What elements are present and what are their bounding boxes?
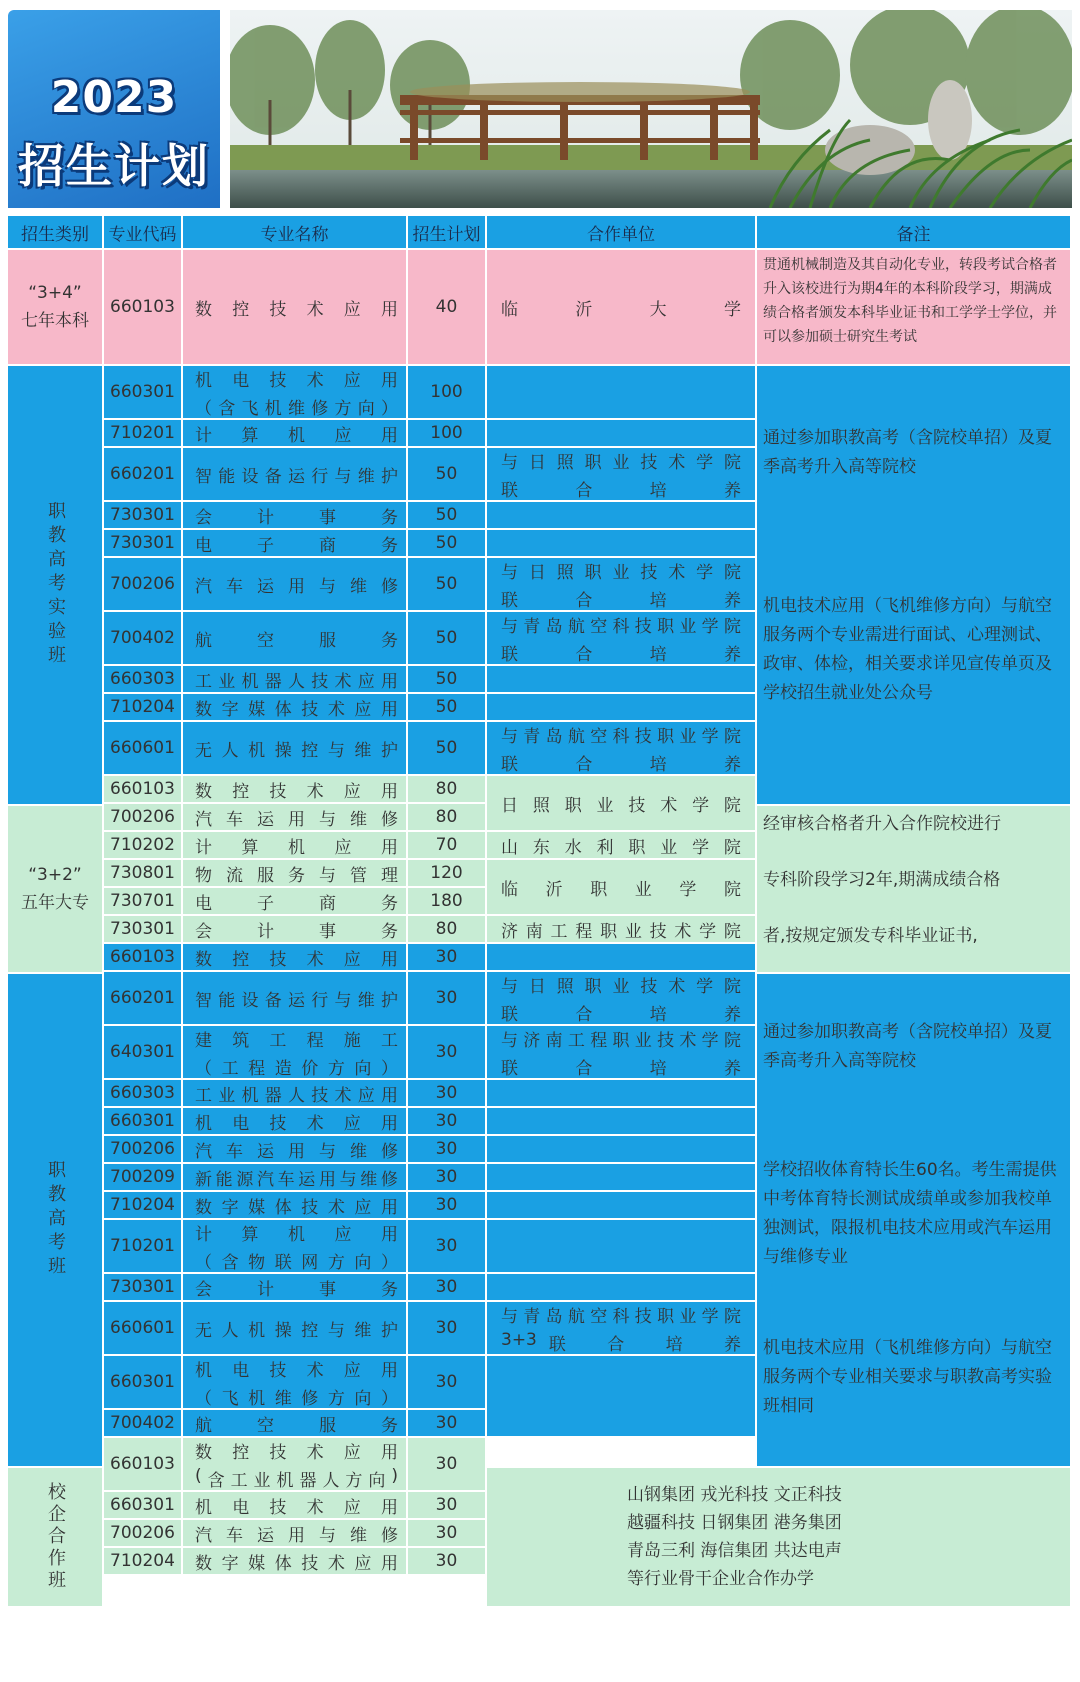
- row-code: 730301: [104, 502, 183, 530]
- row-name-text: 数 控 技 术 应 用: [195, 1442, 398, 1463]
- row-plan: 30: [408, 1548, 487, 1576]
- row-plan: 30: [408, 1192, 487, 1220]
- row-plan: 30: [408, 944, 487, 972]
- partner-cell: [487, 420, 757, 448]
- note-exam-experimental-a: 通过参加职教高考（含院校单招）及夏季高考升入高等院校: [763, 428, 1052, 477]
- row-code: 710201: [104, 1220, 183, 1274]
- header-name: 专业名称: [183, 216, 408, 250]
- row-name-wrap: [195, 1026, 398, 1079]
- row-plan: 30: [408, 1274, 487, 1302]
- row-plan: 30: [408, 1136, 487, 1164]
- partner-cell: [487, 776, 757, 832]
- row-name: [183, 1356, 408, 1410]
- badge-year: 2023: [50, 72, 178, 123]
- partner-wrap: [501, 833, 741, 858]
- partner-cell: [487, 1026, 757, 1080]
- category-3plus4: [8, 250, 104, 366]
- row-code: 660103: [104, 250, 183, 366]
- partner-text: 联 合 培 养: [501, 1058, 741, 1079]
- row-name-text: 无 人 机 操 控 与 维 护: [195, 740, 398, 761]
- partner-wrap: [501, 612, 741, 665]
- row-plan: 30: [408, 1356, 487, 1410]
- row-name-text: 工 业 机 器 人 技 术 应 用: [195, 671, 398, 692]
- row-name-wrap: [195, 1220, 398, 1273]
- row-name-text: 机 电 技 术 应 用: [195, 1497, 398, 1518]
- partner-cell: [487, 1356, 757, 1438]
- row-code: 660103: [104, 1438, 183, 1492]
- row-name-text: 机 电 技 术 应 用: [195, 370, 398, 391]
- category-exam-experimental: [8, 366, 104, 806]
- partner-cell: [487, 972, 757, 1026]
- company-line: 越疆科技 日钢集团 港务集团: [627, 1513, 842, 1533]
- partner-cell: [487, 448, 757, 502]
- note-3plus2-line2: 专科阶段学习2年,期满成绩合格: [763, 870, 1001, 890]
- row-name: [183, 420, 408, 448]
- partner-text: 与 青 岛 航 空 科 技 职 业 学 院: [501, 616, 741, 637]
- note-exam-experimental-b: 机电技术应用（飞机维修方向）与航空服务两个专业需进行面试、心理测试、政审、体检，相关要求详见宣传单页及学校招生就业处公众号: [763, 596, 1052, 703]
- row-code: 660201: [104, 972, 183, 1026]
- partner-cell: [487, 694, 757, 722]
- row-name: [183, 1026, 408, 1080]
- row-name-text: 数 控 技 术 应 用: [195, 949, 398, 970]
- partner-wrap: [501, 558, 741, 611]
- category-exam-experimental-text: 职教高考实验班: [45, 501, 66, 669]
- row-name: [183, 558, 408, 612]
- row-code: 700209: [104, 1164, 183, 1192]
- row-name-text: 汽 车 运 用 与 维 修: [195, 576, 398, 597]
- category-3plus2-line1: “3+2”: [28, 865, 82, 885]
- row-name: [183, 530, 408, 558]
- row-name-text: 电 子 商 务: [195, 893, 398, 914]
- row-plan: 70: [408, 832, 487, 860]
- partner-cell: [487, 558, 757, 612]
- category-3plus2-line2: 五年大专: [21, 893, 89, 913]
- row-plan: 120: [408, 860, 487, 888]
- row-plan: 80: [408, 916, 487, 944]
- partner-text: 联 合 培 养: [548, 1334, 741, 1355]
- row-code: 710204: [104, 1192, 183, 1220]
- header-category: 招生类别: [8, 216, 104, 250]
- partner-cell: [487, 1164, 757, 1192]
- row-name: [183, 1438, 408, 1492]
- row-name-text: 会 计 事 务: [195, 1279, 398, 1300]
- partner-text: 山 东 水 利 职 业 学 院: [501, 837, 741, 858]
- partner-text: 日 照 职 业 技 术 学 院: [501, 795, 741, 816]
- row-name: [183, 666, 408, 694]
- category-exam: [8, 974, 104, 1468]
- partner-text: 联 合 培 养: [501, 480, 741, 501]
- category-exam-text: 职教高考班: [45, 1160, 66, 1280]
- row-code: 730301: [104, 916, 183, 944]
- row-name: [183, 1108, 408, 1136]
- header-notes: 备注: [757, 216, 1072, 250]
- row-code: 700206: [104, 558, 183, 612]
- row-code: 660103: [104, 944, 183, 972]
- company-line: 等行业骨干企业合作办学: [627, 1569, 814, 1589]
- row-plan: 80: [408, 776, 487, 804]
- category-school-enterprise: [8, 1468, 104, 1608]
- row-name: [183, 502, 408, 530]
- row-name-text: 汽 车 运 用 与 维 修: [195, 809, 398, 830]
- row-code: 730301: [104, 530, 183, 558]
- partner-wrap: [501, 1302, 741, 1355]
- partner-cell: [487, 666, 757, 694]
- partner-cell: [487, 1108, 757, 1136]
- row-name-text: 机 电 技 术 应 用: [195, 1360, 398, 1381]
- row-name-text: 汽 车 运 用 与 维 修: [195, 1141, 398, 1162]
- row-code: 710204: [104, 694, 183, 722]
- row-name-text: 汽 车 运 用 与 维 修: [195, 1525, 398, 1546]
- row-code: 700206: [104, 804, 183, 832]
- header-badge: [8, 10, 220, 208]
- row-code: 660301: [104, 1356, 183, 1410]
- category-3plus4-line1: “3+4”: [28, 283, 82, 303]
- row-plan: 50: [408, 694, 487, 722]
- note-3plus2-line1: 经审核合格者升入合作院校进行: [763, 814, 1001, 834]
- row-name-text: 新 能 源 汽 车 运 用 与 维 修: [195, 1169, 398, 1190]
- row-name: [183, 1136, 408, 1164]
- row-plan: 50: [408, 722, 487, 776]
- row-code: 660201: [104, 448, 183, 502]
- row-code: 710201: [104, 420, 183, 448]
- row-code: 660301: [104, 1492, 183, 1520]
- partner-cell: [487, 944, 757, 972]
- row-name-wrap: [195, 1438, 398, 1491]
- row-name-text: 数 字 媒 体 技 术 应 用: [195, 1197, 398, 1218]
- row-name: [183, 1274, 408, 1302]
- row-code: 660303: [104, 1080, 183, 1108]
- row-plan: 30: [408, 1438, 487, 1492]
- row-code: 660301: [104, 1108, 183, 1136]
- note-3plus2-line3: 者,按规定颁发专科毕业证书,: [763, 926, 978, 946]
- company-line: 青岛三利 海信集团 共达电声: [627, 1541, 842, 1561]
- row-name: [183, 612, 408, 666]
- note-exam-b: 学校招收体育特长生60名。考生需提供中考体育特长测试成绩单或参加我校单独测试，限报机电技术应用或汽车运用与维修专业: [763, 1160, 1057, 1267]
- partner-text: 与 日 照 职 业 技 术 学 院: [501, 452, 741, 473]
- partner-text: 与 日 照 职 业 技 术 学 院: [501, 562, 741, 583]
- partner-cell: [487, 722, 757, 776]
- note-3plus4: 贯通机械制造及其自动化专业，转段考试合格者升入该校进行为期4年的本科阶段学习，期满成绩合格者颁发本科毕业证书和工学学士学位，并可以参加硕士研究生考试: [757, 250, 1072, 366]
- row-name: [183, 366, 408, 420]
- row-name: [183, 944, 408, 972]
- row-name: [183, 1192, 408, 1220]
- partner-wrap: [501, 1026, 741, 1079]
- row-name: [183, 1410, 408, 1438]
- row-name: [183, 250, 408, 366]
- note-exam: [757, 974, 1072, 1468]
- partner-cell: [487, 832, 757, 860]
- header-code: 专业代码: [104, 216, 183, 250]
- partner-text: 与 济 南 工 程 职 业 技 术 学 院: [501, 1030, 741, 1051]
- row-name: [183, 722, 408, 776]
- row-plan: 30: [408, 1492, 487, 1520]
- partner-text: 联 合 培 养: [501, 1004, 741, 1025]
- row-name: [183, 1220, 408, 1274]
- row-name-sub: （ 飞 机 维 修 方 向 ）: [195, 1388, 398, 1409]
- note-exam-experimental: [757, 366, 1072, 806]
- partner-wrap: [501, 722, 741, 775]
- partner-prefix: 3+3: [501, 1329, 537, 1350]
- row-name: [183, 1520, 408, 1548]
- row-code: 730301: [104, 1274, 183, 1302]
- header-plan: 招生计划: [408, 216, 487, 250]
- row-name-text: 计 算 机 应 用: [195, 425, 398, 446]
- partner-text: 与 青 岛 航 空 科 技 职 业 学 院: [501, 726, 741, 747]
- partner-wrap: [501, 972, 741, 1025]
- row-name: [183, 448, 408, 502]
- row-code: 660301: [104, 366, 183, 420]
- row-name: [183, 804, 408, 832]
- partner-cell: [487, 612, 757, 666]
- row-name-wrap: [195, 1356, 398, 1409]
- row-name: [183, 832, 408, 860]
- row-name-text: 会 计 事 务: [195, 921, 398, 942]
- row-name-text: 电 子 商 务: [195, 535, 398, 556]
- row-name-text: 建 筑 工 程 施 工: [195, 1030, 398, 1051]
- row-name: [183, 1302, 408, 1356]
- row-name-text: 智 能 设 备 运 行 与 维 护: [195, 990, 398, 1011]
- row-name: [183, 972, 408, 1026]
- note-exam-c: 机电技术应用（飞机维修方向）与航空服务两个专业相关要求与职教高考实验班相同: [763, 1338, 1052, 1416]
- row-plan: 30: [408, 1302, 487, 1356]
- row-plan: 30: [408, 972, 487, 1026]
- partner-wrap: [501, 875, 741, 900]
- partner-companies: [487, 1468, 1072, 1608]
- row-code: 660601: [104, 1302, 183, 1356]
- row-name-sub: （ 工 程 造 价 方 向 ）: [195, 1058, 398, 1079]
- row-plan: 100: [408, 420, 487, 448]
- partner-text: 临 沂 大 学: [501, 299, 741, 320]
- row-code: 730701: [104, 888, 183, 916]
- row-name: [183, 888, 408, 916]
- row-name: [183, 1492, 408, 1520]
- row-plan: 50: [408, 530, 487, 558]
- row-name: [183, 1164, 408, 1192]
- partner-cell: [487, 366, 757, 420]
- row-code: 730801: [104, 860, 183, 888]
- row-plan: 30: [408, 1220, 487, 1274]
- row-name-text: 会 计 事 务: [195, 507, 398, 528]
- row-plan: 50: [408, 502, 487, 530]
- row-plan: 100: [408, 366, 487, 420]
- category-3plus2: [8, 806, 104, 974]
- row-plan: 30: [408, 1164, 487, 1192]
- row-code: 660303: [104, 666, 183, 694]
- partner-cell: [487, 1220, 757, 1274]
- row-name: [183, 694, 408, 722]
- header-photo: [230, 10, 1072, 208]
- row-name: [183, 916, 408, 944]
- row-name-text: 数 控 技 术 应 用: [195, 781, 398, 802]
- row-code: 700206: [104, 1136, 183, 1164]
- row-plan: 80: [408, 804, 487, 832]
- row-plan: 30: [408, 1410, 487, 1438]
- row-code: 700402: [104, 612, 183, 666]
- row-name-sub: （ 含 飞 机 维 修 方 向 ）: [195, 398, 398, 419]
- partner-cell: [487, 1192, 757, 1220]
- row-name: [183, 860, 408, 888]
- row-name: [183, 1548, 408, 1576]
- category-school-enterprise-text: 校企合作班: [45, 1482, 66, 1592]
- row-code: 710202: [104, 832, 183, 860]
- row-plan: 30: [408, 1080, 487, 1108]
- row-plan: 180: [408, 888, 487, 916]
- partner-cell: [487, 1274, 757, 1302]
- row-code: 700206: [104, 1520, 183, 1548]
- row-name-text: 无 人 机 操 控 与 维 护: [195, 1320, 398, 1341]
- row-name-text: 智 能 设 备 运 行 与 维 护: [195, 466, 398, 487]
- row-code: 700402: [104, 1410, 183, 1438]
- row-name-text: 机 电 技 术 应 用: [195, 1113, 398, 1134]
- partner-wrap: [501, 917, 741, 942]
- row-name-text: 航 空 服 务: [195, 630, 398, 651]
- partner-cell: [487, 1136, 757, 1164]
- partner-cell: [487, 250, 757, 366]
- row-plan: 30: [408, 1108, 487, 1136]
- row-code: 640301: [104, 1026, 183, 1080]
- row-plan: 50: [408, 558, 487, 612]
- row-name-text: 航 空 服 务: [195, 1415, 398, 1436]
- row-name-text: 计 算 机 应 用: [195, 837, 398, 858]
- row-code: 660103: [104, 776, 183, 804]
- row-name-sub: （ 含 物 联 网 方 向 ）: [195, 1252, 398, 1273]
- row-name-text: 数 字 媒 体 技 术 应 用: [195, 1553, 398, 1574]
- partner-wrap: [501, 448, 741, 501]
- partner-text: 联 合 培 养: [501, 590, 741, 611]
- note-3plus2: [757, 806, 1072, 974]
- partner-cell: [487, 1302, 757, 1356]
- partner-companies-list: [627, 1481, 842, 1593]
- row-name: [183, 1080, 408, 1108]
- row-name-wrap: [195, 366, 398, 419]
- row-plan: 50: [408, 448, 487, 502]
- park-scene: [230, 10, 1072, 208]
- partner-text: 与 日 照 职 业 技 术 学 院: [501, 976, 741, 997]
- row-plan: 30: [408, 1520, 487, 1548]
- row-name-text: 计 算 机 应 用: [195, 1224, 398, 1245]
- partner-cell: [487, 916, 757, 944]
- row-name: [183, 776, 408, 804]
- row-name-text: 物 流 服 务 与 管 理: [195, 865, 398, 886]
- row-plan: 40: [408, 250, 487, 366]
- partner-cell: [487, 502, 757, 530]
- partner-text: 联 合 培 养: [501, 754, 741, 775]
- row-name-text: 工 业 机 器 人 技 术 应 用: [195, 1085, 398, 1106]
- partner-line: [501, 1330, 741, 1355]
- partner-text: 与 青 岛 航 空 科 技 职 业 学 院: [501, 1306, 741, 1327]
- partner-text: 临 沂 职 业 学 院: [501, 879, 741, 900]
- partner-text: 济 南 工 程 职 业 技 术 学 院: [501, 921, 741, 942]
- note-exam-a: 通过参加职教高考（含院校单招）及夏季高考升入高等院校: [763, 1022, 1052, 1071]
- row-plan: 30: [408, 1026, 487, 1080]
- partner-cell: [487, 860, 757, 916]
- partner-text: 联 合 培 养: [501, 644, 741, 665]
- row-plan: 50: [408, 666, 487, 694]
- row-name-sub: ( 含 工 业 机 器 人 方 向 ): [195, 1465, 398, 1491]
- partner-wrap: [501, 791, 741, 816]
- row-code: 660601: [104, 722, 183, 776]
- category-3plus4-line2: 七年本科: [21, 311, 89, 331]
- row-name-text: 数 控 技 术 应 用: [195, 299, 398, 320]
- company-line: 山钢集团 戎光科技 文正科技: [627, 1485, 842, 1505]
- header-partner: 合作单位: [487, 216, 757, 250]
- row-plan: 50: [408, 612, 487, 666]
- row-code: 710204: [104, 1548, 183, 1576]
- partner-cell: [487, 530, 757, 558]
- partner-cell: [487, 1080, 757, 1108]
- row-name-text: 数 字 媒 体 技 术 应 用: [195, 699, 398, 720]
- badge-title: 招生计划: [18, 139, 210, 193]
